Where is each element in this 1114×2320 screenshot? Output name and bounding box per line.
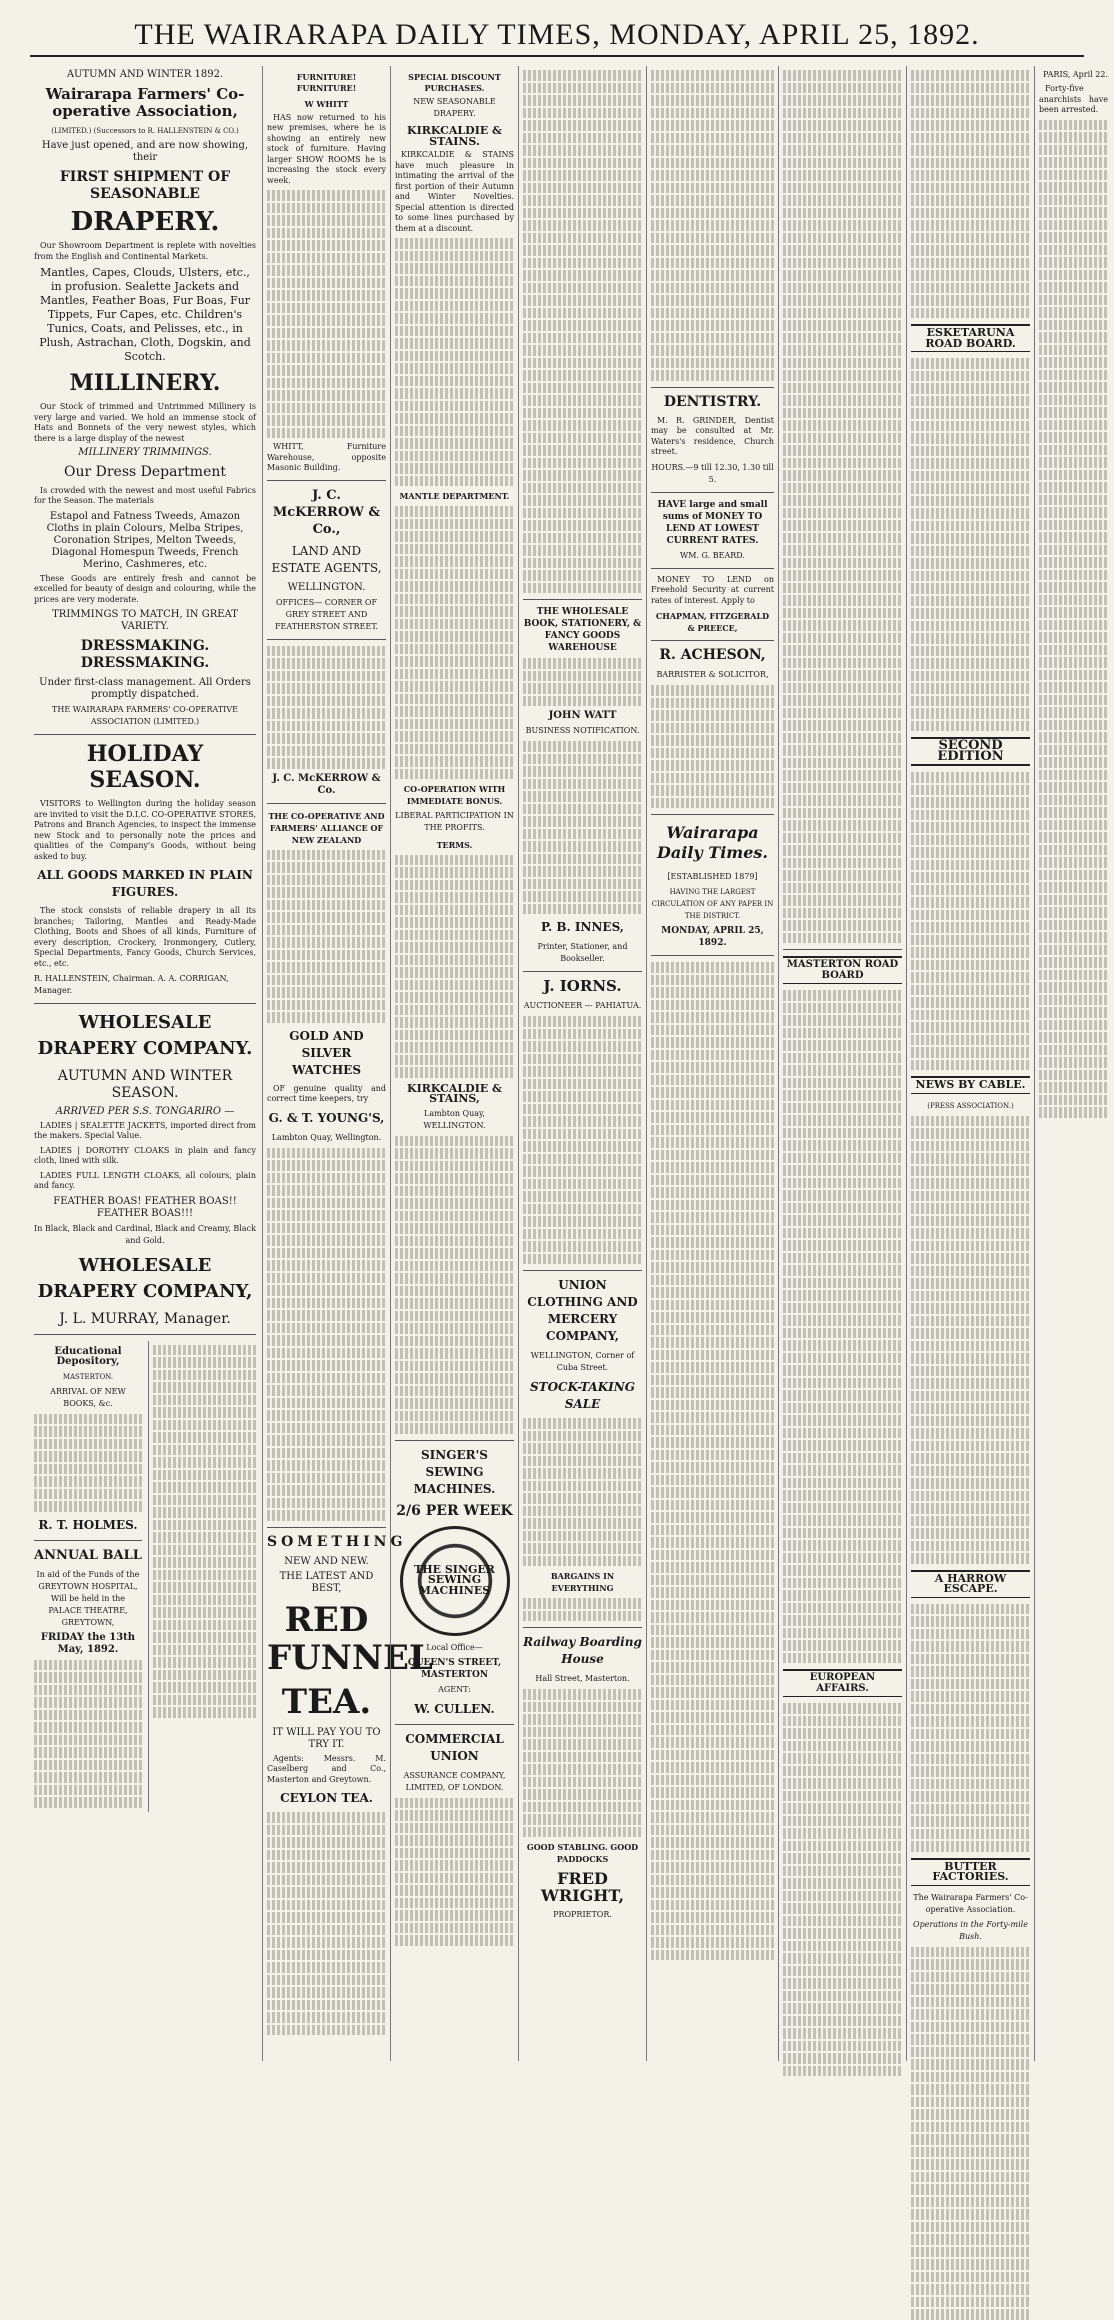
separator <box>395 1724 514 1725</box>
ball-date: FRIDAY the 13th May, 1892. <box>40 1631 136 1655</box>
news-body-9 <box>911 1947 1030 2320</box>
john-watt: JOHN WATT <box>548 710 617 721</box>
beard-name: WM. G. BEARD. <box>680 550 745 560</box>
millinery-text: Our Stock of trimmed and Untrimmed Millinery is very large and varied. We hold an immense stock of Hats and Bonnets of the very newest styles, which there is a large display of the newest <box>34 402 256 443</box>
land-agents: LAND AND ESTATE AGENTS, <box>271 543 382 575</box>
plain-figures-heading: ALL GOODS MARKED IN PLAIN FIGURES. <box>37 868 253 899</box>
association-limited: (LIMITED.) (Successors to R. HALLENSTEIN & CO.) <box>51 127 239 135</box>
ball-heading: ANNUAL BALL <box>34 1547 142 1563</box>
news-body-4 <box>911 70 1030 318</box>
news-body-7 <box>911 1116 1030 1564</box>
ladies-cloaks: LADIES FULL LENGTH CLOAKS, all colours, plain and fancy. <box>34 1170 256 1190</box>
holiday-signature: R. HALLENSTEIN, Chairman. A. A. CORRIGAN, Manager. <box>34 974 229 995</box>
european-affairs: EUROPEAN AFFAIRS. <box>783 1669 902 1697</box>
kirkcaldie-name-2: KIRKCALDIE & STAINS, <box>407 1081 502 1105</box>
red-funnel-heading: RED FUNNEL <box>267 1599 433 1678</box>
separator <box>651 955 774 956</box>
separator <box>651 387 774 388</box>
kirkcaldie-name: KIRKCALDIE & STAINS. <box>407 124 502 148</box>
harrow-escape: A HARROW ESCAPE. <box>911 1570 1030 1598</box>
dress-heading: Our Dress Department <box>64 463 226 480</box>
shipment-heading: FIRST SHIPMENT OF SEASONABLE <box>59 169 231 202</box>
mckerrow-body <box>267 646 386 769</box>
dentistry-hours: HOURS.—9 till 12.30, 1.30 till 5. <box>651 462 774 484</box>
mckerrow-name: J. C. McKERROW & Co., <box>272 487 381 537</box>
cullen-name: W. CULLEN. <box>414 1701 495 1716</box>
anarchists-text: Forty-five anarchists have been arrested. <box>1039 84 1108 114</box>
innes-name: P. B. INNES, <box>540 920 624 934</box>
article-body-2 <box>651 70 774 381</box>
agents-text: Agents: Messrs. M. Caselberg and Co., Masterton and Greytown. <box>267 1753 386 1784</box>
news-body-1 <box>783 70 902 943</box>
separator <box>651 814 774 815</box>
news-body-6 <box>911 772 1030 1070</box>
dentistry-heading: DENTISTRY. <box>663 393 762 410</box>
business-body <box>523 741 642 914</box>
paris-dateline: PARIS, April 22. <box>1043 70 1108 79</box>
column-2 <box>262 66 433 2061</box>
ceylon-body <box>267 1812 386 2035</box>
bargains-body <box>523 1598 642 1621</box>
wellington-label: WELLINGTON. <box>287 581 366 593</box>
arrived-text: ARRIVED PER S.S. TONGARIRO — <box>55 1106 235 1117</box>
separator <box>523 599 642 600</box>
railway-boarding: Railway Boarding House <box>523 1635 642 1666</box>
separator <box>651 492 774 493</box>
wholesale-heading: WHOLESALE DRAPERY COMPANY. <box>37 1012 253 1059</box>
whitt-body <box>267 190 386 438</box>
column-4 <box>518 66 646 2061</box>
established: [ESTABLISHED 1879] <box>667 872 758 881</box>
jorns-body <box>523 1016 642 1264</box>
showroom-text: Our Showroom Department is replete with novelties from the English and Continental Markets. <box>34 241 256 261</box>
good-stabling: GOOD STABLING. GOOD PADDOCKS <box>526 1842 639 1864</box>
something-heading: SOMETHING <box>267 1533 407 1550</box>
jorns-sub: AUCTIONEER — PAHIATUA. <box>523 1001 642 1010</box>
butter-sub: The Wairarapa Farmers' Co-operative Association. <box>913 1892 1028 1914</box>
per-week: 2/6 PER WEEK <box>396 1502 513 1519</box>
separator <box>267 803 386 804</box>
circulation: HAVING THE LARGEST CIRCULATION OF ANY PAPER IN THE DISTRICT. <box>651 888 774 920</box>
new-season-drapery: NEW SEASONABLE DRAPERY. <box>413 97 496 118</box>
assoc-footer: THE WAIRARAPA FARMERS' CO-OPERATIVE ASSOCIATION (LIMITED.) <box>52 705 238 726</box>
dentistry-text: M. R. GRINDER, Dentist may be consulted at Mr. Waters's residence, Church street. <box>651 415 774 456</box>
edu-place: MASTERTON. <box>62 1372 114 1381</box>
kirkcaldie-body <box>395 238 514 486</box>
innes-text: Printer, Stationer, and Bookseller. <box>537 942 628 963</box>
young-body <box>267 1148 386 1521</box>
edu-body <box>34 1414 142 1512</box>
coop-alliance: THE CO-OPERATIVE AND FARMERS' ALLIANCE OF NEW ZEALAND <box>268 810 385 845</box>
local-office: Local Office— <box>426 1642 483 1652</box>
separator <box>34 1003 256 1004</box>
separator <box>34 1334 256 1335</box>
mantles-text: Mantles, Capes, Clouds, Ulsters, etc., in profusion. Sealette Jackets and Mantles, Feather Boas, Fur Boas, Fur Tippets, Fur Capes, etc. Children's Tunics, Coats, and Pelisses, etc., in Plush, Astrachan, Cloth, Dogskin, and Scotch. <box>39 266 251 363</box>
acheson-body <box>651 685 774 808</box>
column-1 <box>30 66 260 2061</box>
latest-best: THE LATEST AND BEST, <box>279 1570 374 1594</box>
gold-watches: GOLD AND SILVER WATCHES <box>289 1028 364 1077</box>
fred-wright: FRED WRIGHT, <box>540 1869 625 1905</box>
column-8 <box>1034 66 1112 2061</box>
millinery-heading: MILLINERY. <box>69 370 221 396</box>
hall-street: Hall Street, Masterton. <box>535 1674 630 1683</box>
acheson-sub: BARRISTER & SOLICITOR, <box>656 670 769 679</box>
mckerrow-name-2: J. C. McKERROW & Co. <box>272 772 381 796</box>
drapery-heading: DRAPERY. <box>70 207 220 237</box>
furniture-heading: FURNITURE! FURNITURE! <box>296 72 357 93</box>
kirk2-body <box>395 1136 514 1434</box>
ceylon-tea: CEYLON TEA. <box>280 1791 373 1805</box>
manager-line: J. L. MURRAY, Manager. <box>59 1310 231 1327</box>
young-place: Lambton Quay, Wellington. <box>271 1132 382 1142</box>
queens-street: QUEEN'S STREET, MASTERTON <box>407 1657 502 1680</box>
separator <box>267 480 386 481</box>
column-6 <box>778 66 906 2061</box>
ladies-sealette: LADIES | SEALETTE JACKETS, imported direct from the makers. Special Value. <box>34 1120 256 1140</box>
liberal-participation: LIBERAL PARTICIPATION IN THE PROFITS. <box>395 811 514 832</box>
press-association: (PRESS ASSOCIATION.) <box>927 1101 1014 1110</box>
commercial-union: COMMERCIAL UNION <box>405 1731 504 1763</box>
dress-list: Estapol and Fatness Tweeds, Amazon Cloths in plain Colours, Melba Stripes, Coronation Stripes, Melton Tweeds, Diagonal Homespun Tweeds, French Merino, Cashmeres, etc. <box>46 510 244 570</box>
news-body-10 <box>1039 120 1108 1118</box>
holiday-text: VISITORS to Wellington during the holiday season are invited to visit the D.I.C. CO-OPERATIVE STORES, Patrons and Branch Agencies, to inspect the immense new Stock and to personally note the prices and qualities of the Company's Goods, without being asked to buy. <box>34 799 256 861</box>
news-by-cable: NEWS BY CABLE. <box>911 1076 1030 1094</box>
kirkcaldie-place: Lambton Quay, WELLINGTON. <box>423 1108 486 1130</box>
column-7 <box>906 66 1034 2061</box>
news-body-3 <box>783 1703 902 2076</box>
proprietor: PROPRIETOR. <box>553 1910 612 1919</box>
column-1b-body <box>153 1345 256 1718</box>
newspaper-title: THE WAIRARAPA DAILY TIMES, MONDAY, APRIL 25, 1892. <box>134 18 980 51</box>
editorial-body <box>651 962 774 1960</box>
holmes-name: R. T. HOLMES. <box>38 1517 138 1532</box>
separator <box>523 971 642 972</box>
separator <box>267 1527 386 1528</box>
pay-text: IT WILL PAY YOU TO TRY IT. <box>272 1726 381 1750</box>
cooperation-bonus: CO-OPERATION WITH IMMEDIATE BONUS. <box>403 784 506 806</box>
sewing-logo-text: THE SINGER SEWING MACHINES <box>414 1562 495 1597</box>
association-name: Wairarapa Farmers' Co-operative Association, <box>45 85 245 120</box>
kirkcaldie-text: KIRKCALDIE & STAINS have much pleasure in intimating the arrival of the first portion of their Autumn and Winter Novelties. Special attention is directed to some lines purchased by them at a discount. <box>395 150 514 233</box>
wholesale-book: THE WHOLESALE BOOK, STATIONERY, & FANCY GOODS WAREHOUSE <box>523 607 642 653</box>
coop-body <box>267 850 386 1023</box>
mantle-body <box>395 506 514 779</box>
mantle-dept: MANTLE DEPARTMENT. <box>399 491 510 501</box>
ladies-dorothy: LADIES | DOROTHY CLOAKS in plain and fancy cloth, lined with silk. <box>34 1145 256 1165</box>
assurance-body <box>395 1798 514 1946</box>
column-5 <box>646 66 778 2061</box>
ketaruna-road-board: ESKETARUNA ROAD BOARD. <box>911 324 1030 352</box>
money-to-lend-2: MONEY TO LEND on Freehold Security at current rates of interest. Apply to <box>651 574 774 605</box>
dressmaking-heading: DRESSMAKING. DRESSMAKING. <box>80 638 210 671</box>
autumn-heading: AUTUMN AND WINTER SEASON. <box>57 1068 233 1101</box>
article-body-1 <box>523 70 642 593</box>
ball-body <box>34 1660 142 1808</box>
special-discount: SPECIAL DISCOUNT PURCHASES. <box>408 72 501 93</box>
terms-heading: TERMS. <box>436 840 473 850</box>
news-body-8 <box>911 1604 1030 1852</box>
agent-label: AGENT: <box>438 1684 471 1694</box>
trimmings-heading: MILLINERY TRIMMINGS. <box>78 447 212 458</box>
dressmaking-text: Under first-class management. All Orders promptly dispatched. <box>39 677 251 700</box>
whitt-text: HAS now returned to his new premises, where he is showing an entirely new stock of furniture. Having larger SHOW ROOMS he is increasing the stock every week. <box>267 112 386 185</box>
feather-text: In Black, Black and Cardinal, Black and Creamy, Black and Gold. <box>34 1223 256 1245</box>
tea-heading: TEA. <box>281 1681 372 1722</box>
union-clothing: UNION CLOTHING AND MERCERY COMPANY, <box>527 1278 638 1343</box>
offices-text: OFFICES— CORNER OF GREY STREET AND FEATHERSTON STREET. <box>274 597 379 631</box>
assurance-company: ASSURANCE COMPANY, LIMITED, OF LONDON. <box>403 1770 506 1792</box>
new-and-new: NEW AND NEW. <box>284 1555 369 1567</box>
business-notification: BUSINESS NOTIFICATION. <box>525 726 640 735</box>
trimmings-match: TRIMMINGS TO MATCH, IN GREAT VARIETY. <box>52 609 238 632</box>
separator <box>267 639 386 640</box>
railway-body <box>523 1689 642 1837</box>
second-edition: SECOND EDITION <box>911 737 1030 766</box>
plain-figures-text: The stock consists of reliable drapery in all its branches; Tailoring, Mantles and Ready-Made Clothing, Boots and Shoes of all kinds, Furniture of every description, Crockery, Ironmongery, Cutlery, Special Departments, Fancy Goods, Church Services, etc., etc. <box>34 906 256 968</box>
gold-text: OF genuine quality and correct time keepers, try <box>267 1083 386 1103</box>
bargains-everything: BARGAINS IN EVERYTHING <box>550 1571 615 1593</box>
feather-heading: FEATHER BOAS! FEATHER BOAS!! FEATHER BOAS!!! <box>53 1195 237 1219</box>
dress-text: Is crowded with the newest and most useful Fabrics for the Season. The materials <box>34 485 256 505</box>
singers-heading: SINGER'S SEWING MACHINES. <box>413 1447 496 1496</box>
sewing-machine-logo <box>400 1526 510 1636</box>
paper-title: Wairarapa Daily Times. <box>657 823 768 862</box>
wholesale-book-body <box>523 658 642 706</box>
separator <box>395 1440 514 1441</box>
acheson-name: R. ACHESON, <box>659 647 766 663</box>
news-body-5 <box>911 358 1030 731</box>
separator <box>651 568 774 569</box>
masthead <box>0 0 1114 60</box>
whitt-name: W WHITT <box>304 99 349 109</box>
stocktaking-body <box>523 1418 642 1566</box>
intro-line: Have just opened, and are now showing, their <box>41 140 249 163</box>
chapman-name: CHAPMAN, FITZGERALD & PREECE, <box>655 611 770 633</box>
edu-arrival: ARRIVAL OF NEW BOOKS, &c. <box>50 1386 126 1408</box>
money-to-lend: HAVE large and small sums of MONEY TO LEND AT LOWEST CURRENT RATES. <box>657 499 768 546</box>
stocktaking-sale: STOCK-TAKING SALE <box>530 1380 635 1411</box>
holiday-heading: HOLIDAY SEASON. <box>86 741 204 793</box>
ball-text: In aid of the Funds of the GREYTOWN HOSPITAL, Will be held in the PALACE THEATRE, GREYTOWN, <box>36 1569 140 1627</box>
title-rule <box>30 55 1084 57</box>
forty-mile-bush: Operations in the Forty-mile Bush. <box>913 1919 1028 1941</box>
union-place: WELLINGTON, Corner of Cuba Street. <box>530 1351 635 1372</box>
separator <box>651 640 774 641</box>
masterton-road-board: MASTERTON ROAD BOARD <box>783 956 902 984</box>
separator <box>34 734 256 735</box>
column-3 <box>390 66 518 2061</box>
butter-factories: BUTTER FACTORIES. <box>911 1858 1030 1886</box>
whitt-signature: WHITT, Furniture Warehouse, opposite Masonic Building. <box>267 442 386 472</box>
young-name: G. & T. YOUNG'S, <box>268 1110 385 1125</box>
separator <box>523 1627 642 1628</box>
season-heading: AUTUMN AND WINTER 1892. <box>66 69 224 80</box>
separator <box>523 1270 642 1271</box>
issue-date: MONDAY, APRIL 25, 1892. <box>661 926 764 948</box>
news-body-2 <box>783 990 902 1663</box>
dress-goods-text: These Goods are entirely fresh and cannot be excelled for beauty of design and colouring, while the prices are very moderate. <box>34 573 256 604</box>
separator <box>34 1540 142 1541</box>
terms-body <box>395 855 514 1078</box>
jorns-name: J. IORNS. <box>543 977 622 995</box>
wholesale-heading-2: WHOLESALE DRAPERY COMPANY, <box>37 1254 253 1302</box>
edu-heading: Educational Depository, <box>54 1345 122 1367</box>
separator <box>783 949 902 950</box>
